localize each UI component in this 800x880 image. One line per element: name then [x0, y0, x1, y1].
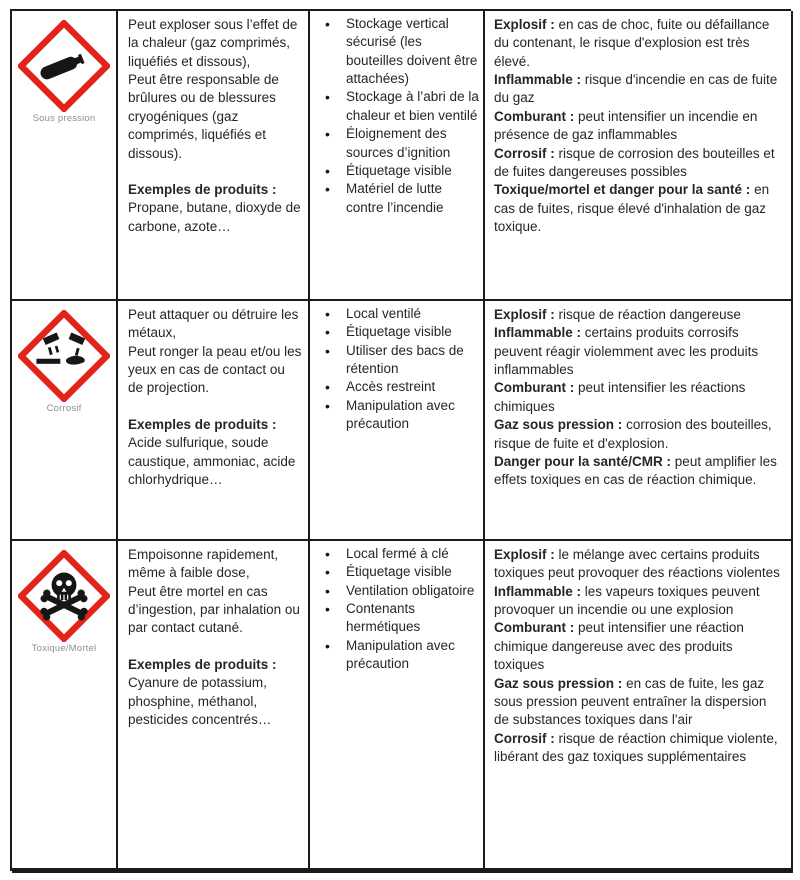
table-cell-storage-corrosive	[310, 301, 485, 541]
risk-label: Explosif :	[494, 547, 555, 562]
risk-label: Comburant :	[494, 380, 575, 396]
table-cell-description-toxic	[118, 541, 310, 873]
table-cell-description-pressure	[118, 11, 310, 301]
risk-label: Comburant :	[494, 620, 575, 636]
list-item	[310, 305, 483, 323]
list-item-text: Étiquetage visible	[346, 564, 452, 580]
risk-text: en cas de choc, fuite ou défaillance du contenant, le risque d'explosion est très élevé.	[494, 17, 770, 69]
risk-entry	[494, 730, 783, 767]
list-item-text: Étiquetage visible	[346, 162, 452, 178]
table-cell-pictogram-corrosive	[12, 301, 118, 541]
risk-text: certains produits corrosifs peuvent réagir violemment avec les produits inflammables	[494, 325, 759, 378]
examples-block	[128, 416, 302, 489]
risk-entry	[494, 16, 783, 71]
risk-text: risque de réaction dangereuse	[558, 307, 741, 322]
table-cell-storage-pressure	[310, 11, 485, 301]
risk-label: Explosif :	[494, 17, 555, 32]
description-text	[128, 16, 302, 163]
gas-cylinder-icon	[18, 20, 110, 112]
risk-entry	[494, 583, 783, 620]
list-item-text: Manipulation avec précaution	[346, 397, 455, 432]
description-text	[128, 546, 302, 638]
risk-text: en cas de fuite, les gaz sous pression peuvent entraîner la dispersion de substances toxiques dans l'air	[494, 675, 767, 728]
examples-text: Cyanure de potassium, phosphine, méthanol, pesticides concentrés…	[128, 675, 272, 727]
list-item-text: Ventilation obligatoire	[346, 582, 475, 598]
pictogram-label: Corrosif	[46, 403, 82, 414]
risk-entry	[494, 675, 783, 730]
list-item-text: Stockage à l’abri de la chaleur et bien ventilé	[346, 89, 479, 123]
examples-block	[128, 181, 302, 236]
storage-list	[310, 15, 483, 217]
description-line: Peut ronger la peau et/ou les yeux en cas de contact ou de projection.	[128, 343, 302, 396]
description-line: Peut être responsable de brûlures ou de blessures cryogéniques (gaz comprimés, liquéfiés et dissous).	[128, 72, 279, 161]
risk-label: Explosif :	[494, 307, 555, 322]
risk-text: les vapeurs toxiques peuvent provoquer un incendie ou une explosion	[494, 583, 760, 618]
table-cell-pictogram-pressure	[12, 11, 118, 301]
table-cell-risks-corrosive	[485, 301, 793, 541]
list-item	[310, 125, 483, 162]
risk-text: peut intensifier les réactions chimiques	[494, 380, 746, 414]
risk-text: peut intensifier une réaction chimique dangereuse avec des produits toxiques	[494, 620, 744, 673]
skull-crossbones-icon	[18, 550, 110, 642]
list-item-text: Étiquetage visible	[346, 324, 452, 340]
description-line: Empoisonne rapidement, même à faible dose,	[128, 547, 279, 581]
risk-label: Corrosif :	[494, 145, 555, 161]
list-item	[310, 323, 483, 341]
list-item-text: Utiliser des bacs de rétention	[346, 342, 464, 377]
risk-text: risque de réaction chimique violente, libérant des gaz toxiques supplémentaires	[494, 730, 778, 764]
list-item-text: Matériel de lutte contre l’incendie	[346, 181, 444, 215]
examples-text: Propane, butane, dioxyde de carbone, azote…	[128, 200, 301, 234]
list-item-text: Éloignement des sources d’ignition	[346, 126, 451, 160]
examples-block	[128, 656, 302, 729]
risk-label: Danger pour la santé/CMR :	[494, 453, 672, 469]
risk-label: Inflammable :	[494, 325, 582, 341]
list-item	[310, 563, 483, 581]
hazard-table	[10, 9, 791, 871]
risk-entry	[494, 71, 783, 108]
list-item	[310, 582, 483, 600]
table-cell-storage-toxic	[310, 541, 485, 873]
list-item	[310, 15, 483, 88]
risk-text: risque de corrosion des bouteilles et de fuites dangereuses possibles	[494, 145, 775, 179]
storage-list	[310, 545, 483, 674]
list-item-text: Local ventilé	[346, 306, 422, 321]
risk-text: le mélange avec certains produits toxiques peut provoquer des réactions violentes	[494, 547, 780, 581]
list-item-text: Contenants hermétiques	[346, 601, 421, 635]
description-line: Peut exploser sous l’effet de la chaleur (gaz comprimés, liquéfiés et dissous),	[128, 17, 298, 69]
risk-entry	[494, 619, 783, 674]
risk-entry	[494, 453, 783, 490]
risk-text: risque d'incendie en cas de fuite du gaz	[494, 72, 778, 106]
risk-label: Toxique/mortel et danger pour la santé :	[494, 182, 751, 198]
risk-label: Inflammable :	[494, 583, 582, 599]
risk-label: Comburant :	[494, 108, 575, 124]
list-item	[310, 378, 483, 396]
table-cell-pictogram-toxic	[12, 541, 118, 873]
examples-title: Exemples de produits :	[128, 656, 277, 672]
storage-list	[310, 305, 483, 434]
pictogram-label: Toxique/Mortel	[31, 643, 97, 654]
list-item	[310, 342, 483, 379]
risk-entry	[494, 324, 783, 379]
list-item	[310, 545, 483, 563]
list-item	[310, 600, 483, 637]
risk-text: en cas de fuites, risque élevé d'inhalation de gaz toxique.	[494, 182, 770, 234]
list-item-text: Manipulation avec précaution	[346, 637, 455, 672]
risk-entry	[494, 546, 783, 583]
list-item	[310, 397, 483, 434]
risk-entry	[494, 306, 783, 324]
risk-entry	[494, 108, 783, 145]
examples-title: Exemples de produits :	[128, 416, 277, 432]
risk-entry	[494, 416, 783, 453]
table-cell-risks-toxic	[485, 541, 793, 873]
examples-text: Acide sulfurique, soude caustique, ammoniac, acide chlorhydrique…	[128, 435, 296, 487]
risk-label: Gaz sous pression :	[494, 675, 623, 691]
table-cell-description-corrosive	[118, 301, 310, 541]
risk-label: Inflammable :	[494, 72, 582, 88]
list-item-text: Accès restreint	[346, 379, 436, 395]
risk-entry	[494, 181, 783, 236]
examples-title: Exemples de produits :	[128, 181, 277, 197]
list-item	[310, 637, 483, 674]
risk-text: peut amplifier les effets toxiques en cas de réaction chimique.	[494, 453, 777, 488]
list-item-text: Stockage vertical sécurisé (les bouteilles doivent être attachées)	[346, 16, 478, 87]
risk-entry	[494, 379, 783, 416]
risk-text: corrosion des bouteilles, risque de fuite et d'explosion.	[494, 417, 772, 451]
corrosion-icon	[18, 310, 110, 402]
risk-text: peut intensifier un incendie en présence de gaz inflammables	[494, 108, 758, 143]
pictogram-label: Sous pression	[32, 113, 96, 124]
list-item	[310, 88, 483, 125]
table-cell-risks-pressure	[485, 11, 793, 301]
description-line: Peut attaquer ou détruire les métaux,	[128, 307, 299, 341]
risk-label: Corrosif :	[494, 730, 555, 746]
list-item	[310, 180, 483, 217]
description-text	[128, 306, 302, 398]
risk-entry	[494, 145, 783, 182]
list-item-text: Local fermé à clé	[346, 546, 449, 561]
list-item	[310, 162, 483, 180]
risk-label: Gaz sous pression :	[494, 417, 623, 433]
description-line: Peut être mortel en cas d’ingestion, par inhalation ou par contact cutané.	[128, 583, 300, 636]
